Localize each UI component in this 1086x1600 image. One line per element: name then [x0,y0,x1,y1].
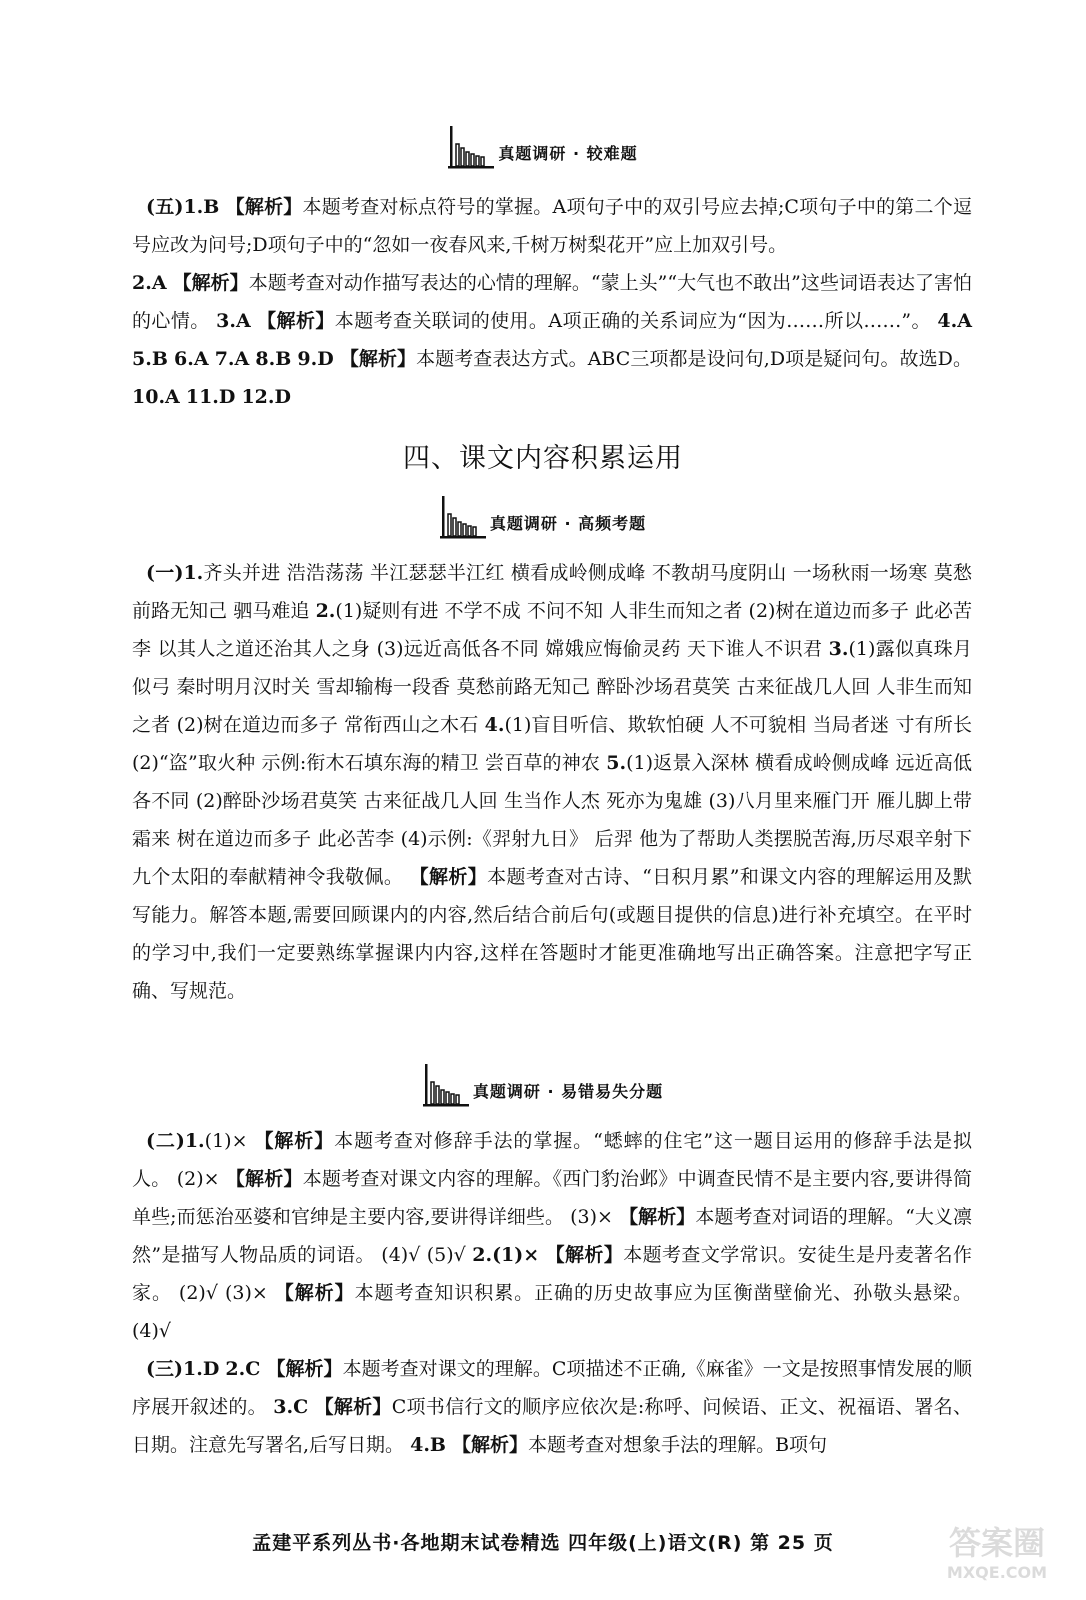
question-number: 2. [315,600,336,622]
section-title: 四、课文内容积累运用 [403,443,683,474]
answer-text: (1)疑则有进 不学不成 不问不知 人非生而知之者 (2)树在道边而多子 此必苦李 以其人之道还治其人之身 (3)远近高低各不同 嫦娥应悔偷灵药 天下谁人不识君 [132,600,972,660]
answer-mark: (4)√ [132,1320,172,1342]
question-number: 8.B [255,348,292,370]
question-number: 11.D [185,386,236,408]
answer-section-3 [132,1350,972,1464]
question-number: 3.C [273,1396,309,1418]
question-number: 9.D [297,348,334,370]
page-footer: 孟建平系列丛书·各地期末试卷精选 四年级(上)语文(R) 第 25 页 [252,1532,834,1554]
banner-error-prone-questions [0,1062,1086,1108]
analysis-text: 本题考查对修辞手法的掌握。“蟋蟀的住宅”这一题目运用的修辞手法是拟人。 [132,1130,972,1190]
analysis-tag: 【解析】 [545,1244,624,1266]
question-label: (二)1. [146,1130,205,1152]
analysis-text: 本题考查对词语的理解。“大义凛然”是描写人物品质的词语。 [132,1206,972,1266]
answer-mark: (3)× [224,1282,268,1304]
analysis-tag: 【解析】 [409,866,488,888]
analysis-text: C项书信行文的顺序应依次是:称呼、问候语、正文、祝福语、署名、日期。注意先写署名,后写日期。 [132,1396,972,1456]
analysis-text: 本题考查对想象手法的理解。B项句 [528,1434,828,1456]
bar-chart-icon [448,124,494,170]
question-label: (三)1.D [146,1358,220,1380]
question-number: 4.A [937,310,972,332]
answer-section-5 [132,188,972,416]
banner-title: 真题调研 · 易错易失分题 [472,1082,664,1101]
question-number: 2.A [132,272,167,294]
question-number: 10.A [132,386,180,408]
banner-hard-questions [0,124,1086,170]
question-number: 5.B [132,348,168,370]
banner-title: 真题调研 · 较难题 [498,144,638,163]
analysis-tag: 【解析】 [314,1396,392,1418]
watermark-url: MXQE.COM [946,1563,1048,1582]
answer-mark: (5)√ [426,1244,466,1266]
analysis-text: 本题考查对动作描写表达的心情的理解。“蒙上头”“大气也不敢出”这些词语表达了害怕的心情。 [132,272,972,332]
question-number: 7.A [214,348,250,370]
answer-mark: (4)√ [381,1244,421,1266]
analysis-tag: 【解析】 [274,1282,355,1304]
analysis-text: 本题考查对标点符号的掌握。A项句子中的双引号应去掉;C项句子中的第二个逗号应改为问号;D项句子中的“忽如一夜春风来,千树万树梨花开”应上加双引号。 [132,196,972,256]
watermark-title: 答案圈 [948,1524,1046,1562]
question-number: 2.(1)× [472,1244,540,1266]
watermark-logo [922,1516,1072,1586]
answer-mark: (2)√ [178,1282,218,1304]
question-number: 6.A [174,348,209,370]
question-number: 3.A [216,310,251,332]
analysis-tag: 【解析】 [452,1434,529,1456]
analysis-tag: 【解析】 [172,272,249,294]
banner-frequent-questions [0,494,1086,540]
question-number: 4.B [410,1434,446,1456]
answer-mark: (2)× [176,1168,220,1190]
answer-text: (1)露似真珠月似弓 秦时明月汉时关 雪却输梅一段香 莫愁前路无知己 醉卧沙场君莫笑 古来征战几人回 人非生而知之者 (2)树在道边而多子 常衔西山之木石 [132,638,973,736]
answer-text: (1)返景入深林 横看成岭侧成峰 远近高低各不同 (2)醉卧沙场君莫笑 古来征战几人回 生当作人杰 死亦为鬼雄 (3)八月里来雁门开 雁儿脚上带霜来 树在道边而多子 此必苦李 (4)示例:《羿射九日》 后羿 他为了帮助人类摆脱苦海,历尽艰辛射下九个太阳的奉献精神令我敬佩。 [132,752,972,888]
analysis-text: 本题考查对课文内容的理解。《西门豹治邺》中调查民情不是主要内容,要讲得简单些;而惩治巫婆和官绅是主要内容,要讲得详细些。 [132,1168,972,1228]
answer-mark: (1)× [204,1130,248,1152]
analysis-tag: 【解析】 [266,1358,343,1380]
analysis-tag: 【解析】 [257,310,335,332]
answer-mark: (3)× [570,1206,613,1228]
question-number: 12.D [241,386,291,408]
analysis-text: 本题考查知识积累。正确的历史故事应为匡衡凿壁偷光、孙敬头悬梁。 [354,1282,972,1304]
question-number: 5. [606,752,627,774]
answer-section-1 [132,554,972,1010]
analysis-tag: 【解析】 [225,1168,303,1190]
analysis-text: 本题考查对课文的理解。C项描述不正确,《麻雀》一文是按照事情发展的顺序展开叙述的。 [132,1358,972,1418]
question-label: (五)1.B [146,196,220,218]
analysis-text: 本题考查表达方式。ABC三项都是设问句,D项是疑问句。故选D。 [416,348,972,370]
question-number: 2.C [225,1358,261,1380]
answer-text: (1)盲目听信、欺软怕硬 人不可貌相 当局者迷 寸有所长 (2)“盗”取火种 示例:衔木石填东海的精卫 尝百草的神农 [132,714,972,774]
bar-chart-icon [423,1062,469,1108]
question-label: (一)1. [146,562,204,584]
answer-text: 齐头并进 浩浩荡荡 半江瑟瑟半江红 横看成岭侧成峰 不教胡马度阴山 一场秋雨一场寒 莫愁前路无知己 驷马难追 [132,562,972,622]
question-number: 3. [828,638,849,660]
question-number: 4. [484,714,505,736]
banner-title: 真题调研 · 高频考题 [489,514,647,533]
analysis-text: 本题考查对古诗、“日积月累”和课文内容的理解运用及默写能力。解答本题,需要回顾课内的内容,然后结合前后句(或题目提供的信息)进行补充填空。在平时的学习中,我们一定要熟练掌握课内内容,这样在答题时才能更准确地写出正确答案。注意把字写正确、写规范。 [132,866,972,1002]
analysis-tag: 【解析】 [339,348,417,370]
analysis-text: 本题考查关联词的使用。A项正确的关系词应为“因为……所以……”。 [334,310,931,332]
analysis-text: 本题考查文学常识。安徒生是丹麦著名作家。 [132,1244,972,1304]
bar-chart-icon [440,494,486,540]
analysis-tag: 【解析】 [225,196,303,218]
analysis-tag: 【解析】 [619,1206,696,1228]
analysis-tag: 【解析】 [254,1130,335,1152]
answer-section-2 [132,1122,972,1350]
